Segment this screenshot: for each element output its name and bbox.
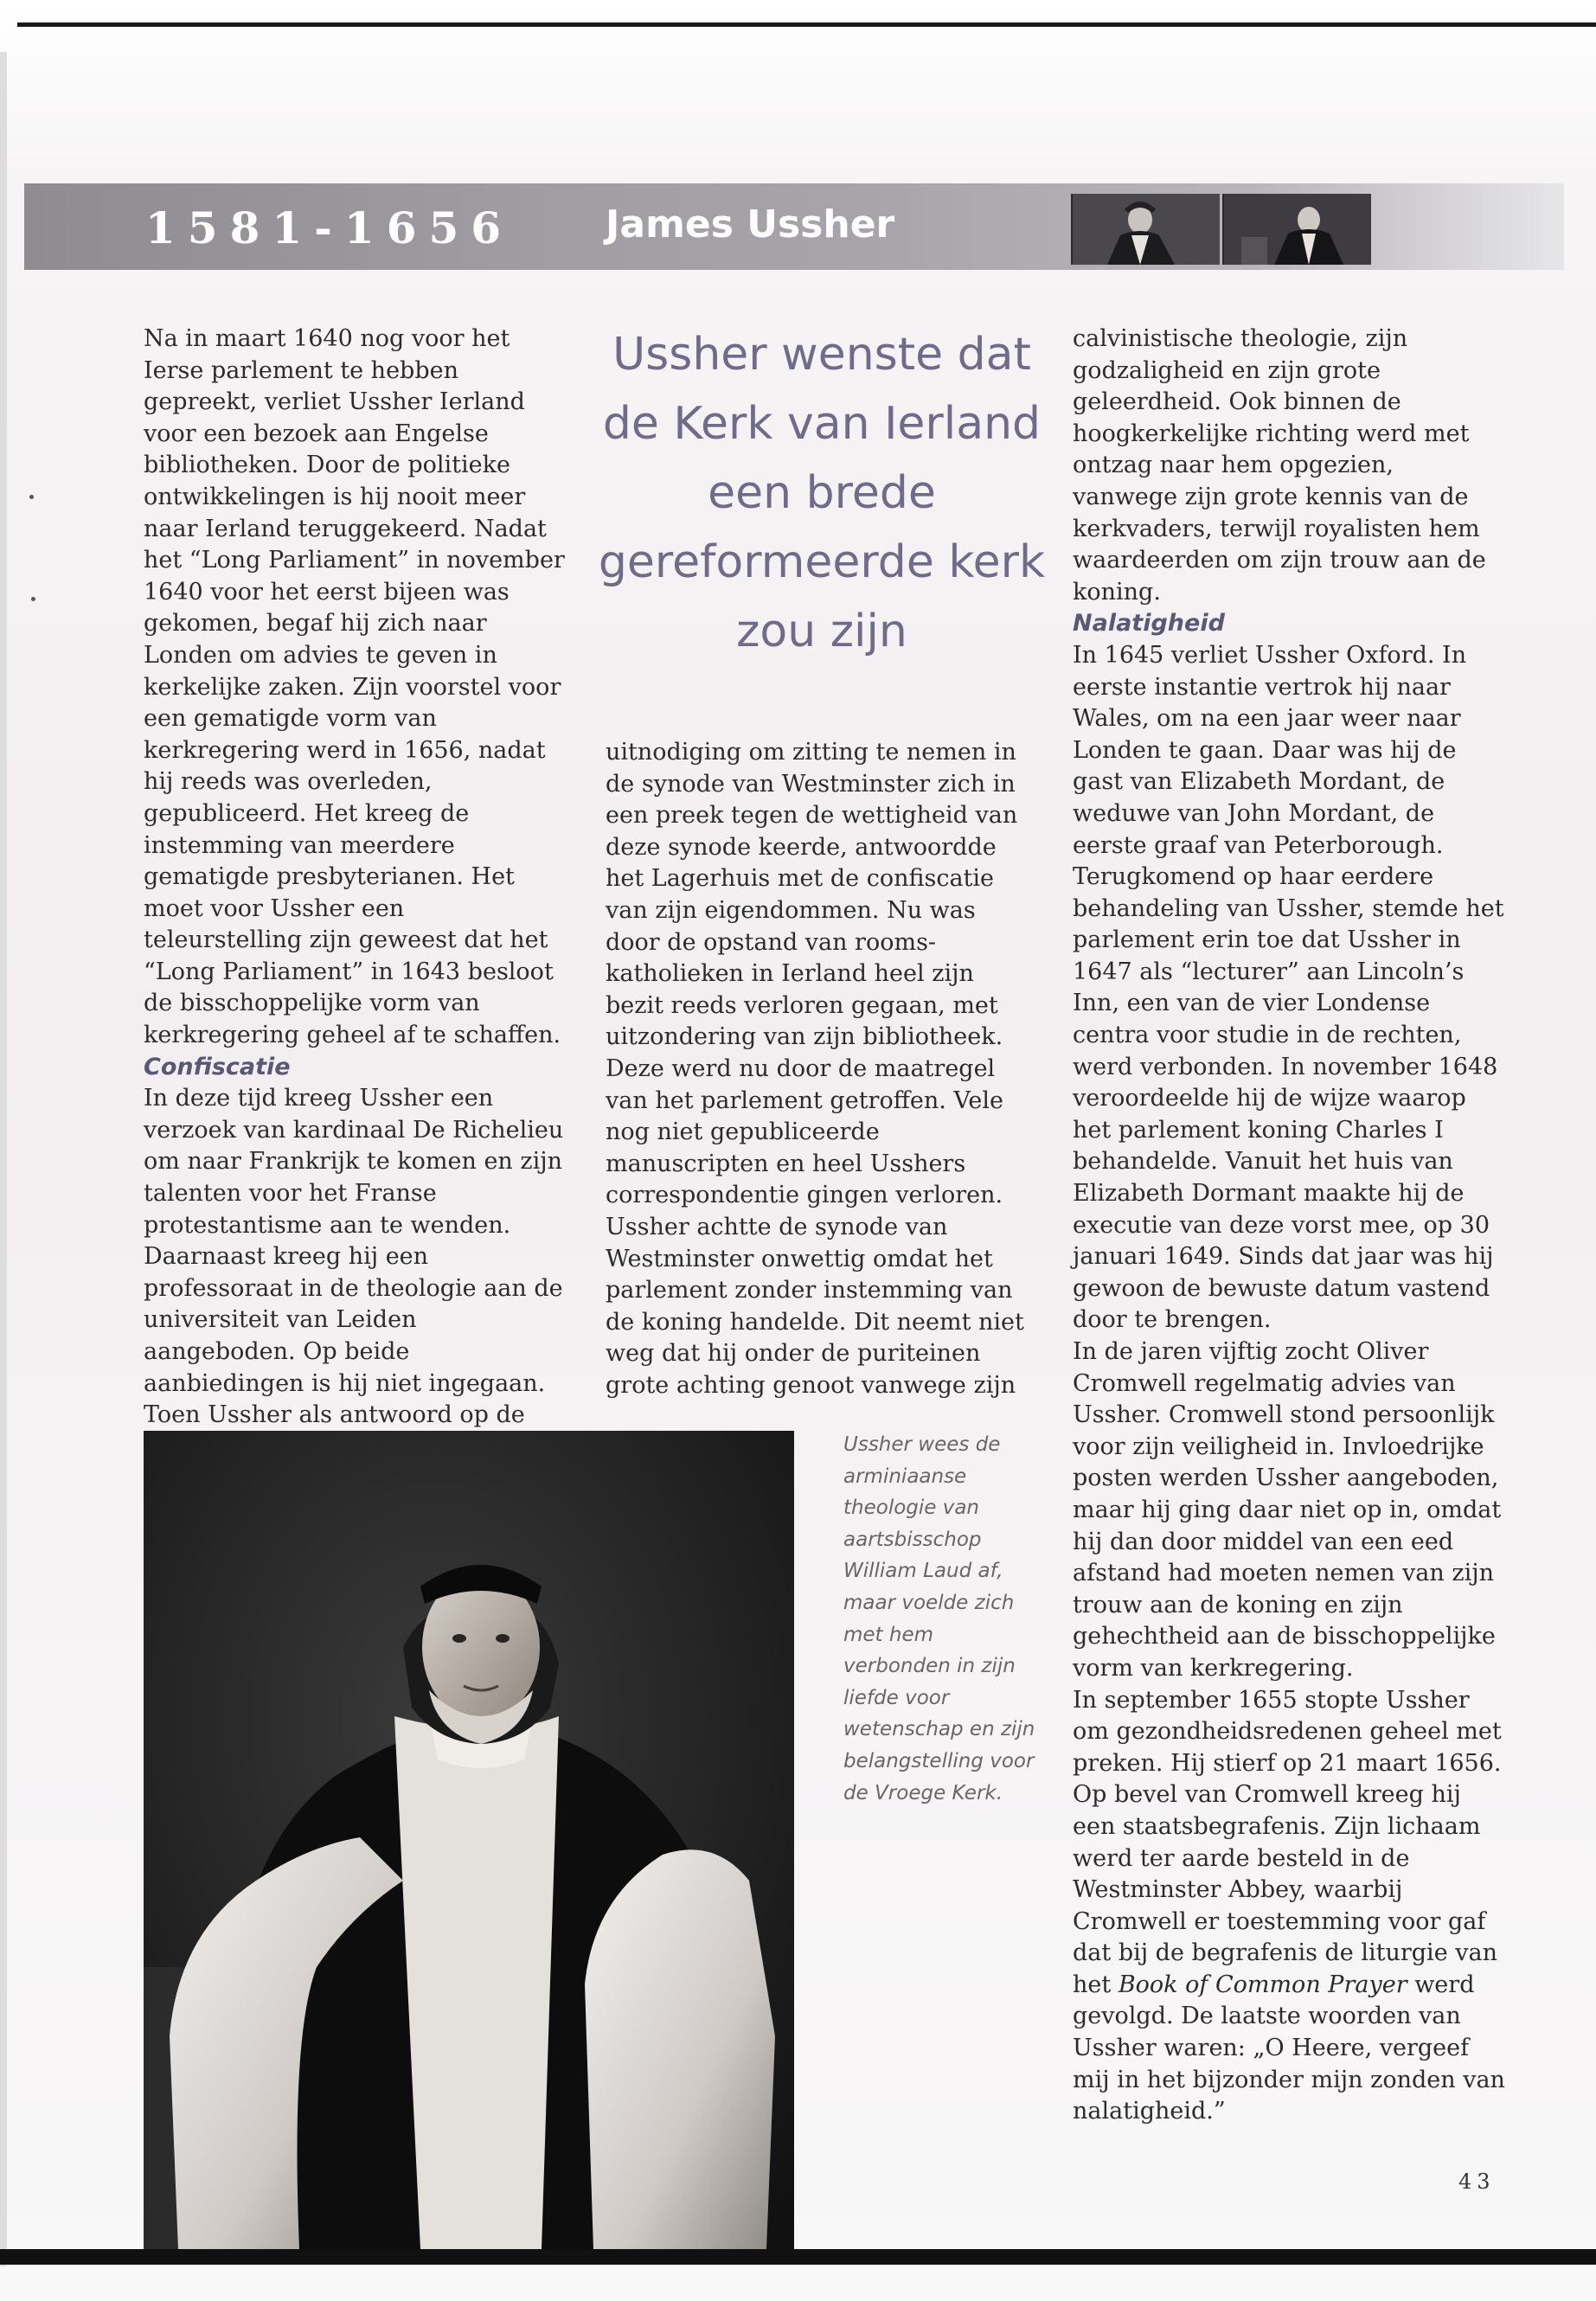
paragraph: Ussher achtte de synode van Westminster onwettig omdat het parlement zonder instemming van de koning handelde. Dit neemt niet weg dat hij onder de puriteinen grote achting genoot vanwege zijn	[606, 1213, 1024, 1399]
subheading-nalatigheid: Nalatigheid	[1073, 610, 1225, 638]
paragraph: uitnodiging om zitting te nemen in de synode van Westminster zich in een preek tegen de wettigheid van deze synode keerde, antwoordde het Lagerhuis met de confiscatie van zijn eigendommen. Nu was door de opstand van rooms-katholieken in Ierland heel zijn bezit reeds verloren gegaan, met uitzondering van zijn bibliotheek. Deze werd nu door de maatregel van het parlement getroffen. Vele nog niet gepubliceerde manuscripten en heel Usshers correspondentie gingen verloren.	[606, 739, 1018, 1209]
portrait-caption: Ussher wees de arminiaanse theologie van aartsbisschop William Laud af, maar voelde zich met hem verbonden in zijn liefde voor wetenschap en zijn belangstelling voor de Vroege Kerk.	[843, 1433, 1035, 1804]
banner-portrait-thumbnail	[1222, 194, 1371, 265]
header-banner	[24, 183, 1564, 270]
paragraph: calvinistische theologie, zijn godzaligheid en zijn grote geleerdheid. Ook binnen de hoogkerkelijke richting werd met ontzag naar hem opgezien, vanwege zijn grote kennis van de kerkvaders, terwijl royalisten hem waardeerden om zijn trouw aan de koning.	[1073, 325, 1486, 606]
header-years: 1581-1656	[145, 202, 514, 253]
column-left	[144, 324, 567, 1432]
paragraph: Na in maart 1640 nog voor het Ierse parlement te hebben gepreekt, verliet Ussher Ierland voor een bezoek aan Engelse bibliotheken. Door de politieke ontwikkelingen is hij nooit meer naar Ierland teruggekeerd. Nadat het “Long Parliament” in november 1640 voor het eerst bijeen was gekomen, begaf hij zich naar Londen om advies te geven in kerkelijke zaken. Zijn voorstel voor een gematigde vorm van kerkregering werd in 1656, nadat hij reeds was overleden, gepubliceerd. Het kreeg de instemming van meerdere gematigde presbyterianen. Het moet voor Ussher een teleurstelling zijn geweest dat het “Long Parliament” in 1643 besloot de bisschoppelijke vorm van kerkregering geheel af te schaffen.	[144, 325, 565, 1049]
subheading-confiscatie: Confiscatie	[144, 1053, 291, 1080]
pull-quote: Ussher wenste dat de Kerk van Ierland een brede gereformeerde kerk zou zijn	[598, 329, 1046, 657]
margin-mark	[31, 597, 35, 601]
left-edge-shadow	[0, 52, 7, 2266]
paragraph: In deze tijd kreeg Ussher een verzoek van kardinaal De Richelieu om naar Frankrijk te komen en zijn talenten voor het Franse protestantisme aan te wenden. Daarnaast kreeg hij een professoraat in de theologie aan de universiteit van Leiden aangeboden. Op beide aanbiedingen is hij niet ingegaan. Toen Ussher als antwoord op de	[144, 1085, 564, 1429]
paragraph: In 1645 verliet Ussher Oxford. In eerste instantie vertrok hij naar Wales, om na een jaar weer naar Londen te gaan. Daar was hij de gast van Elizabeth Mordant, de weduwe van John Mordant, de eerste graaf van Peterborough. Terugkomend op haar eerdere behandeling van Ussher, stemde het parlement erin toe dat Ussher in 1647 als “lecturer” aan Lincoln’s Inn, een van de vier Londense centra voor studie in de rechten, werd verbonden. In november 1648 veroordeelde hij de wijze waarop het parlement koning Charles I behandelde. Vanuit het huis van Elizabeth Dormant maakte hij de executie van deze vorst mee, op 30 januari 1649. Sinds dat jaar was hij gewoon de bewuste datum vastend door te brengen.	[1073, 641, 1504, 1334]
portrait-james-ussher	[144, 1431, 794, 2249]
column-middle	[606, 737, 1029, 1401]
margin-mark	[29, 495, 34, 499]
bottom-rule	[0, 2249, 1596, 2265]
column-right	[1073, 324, 1505, 2128]
page-number: 43	[1458, 2170, 1496, 2194]
text-run: In september 1655 stopte Ussher om gezondheidsredenen geheel met preken. Hij stierf op 21 maart 1656. Op bevel van Cromwell kreeg hij een staatsbegrafenis. Zijn lichaam werd ter aarde besteld in de Westminster Abbey, waarbij Cromwell er toestemming voor gaf dat bij de begrafenis de liturgie van het	[1073, 1686, 1502, 1998]
banner-portrait-thumbnail	[1071, 194, 1220, 265]
top-rule	[17, 22, 1596, 27]
text-run: werd gevolgd. De laatste woorden van Ussher waren: „O Heere, vergeef mij in het bijzonder mijn zonden van nalatigheid.”	[1073, 1971, 1505, 2125]
book-title: Book of Common Prayer	[1118, 1971, 1407, 1998]
paragraph: In de jaren vijftig zocht Oliver Cromwell regelmatig advies van Ussher. Cromwell stond persoonlijk voor zijn veiligheid in. Invloedrijke posten werden Ussher aangeboden, maar hij ging daar niet op in, omdat hij dan door middel van een eed afstand had moeten nemen van zijn trouw aan de koning en zijn gehechtheid aan de bisschoppelijke vorm van kerkregering.	[1073, 1338, 1502, 1682]
header-title: James Ussher	[606, 202, 895, 247]
paragraph	[1073, 1685, 1505, 2128]
